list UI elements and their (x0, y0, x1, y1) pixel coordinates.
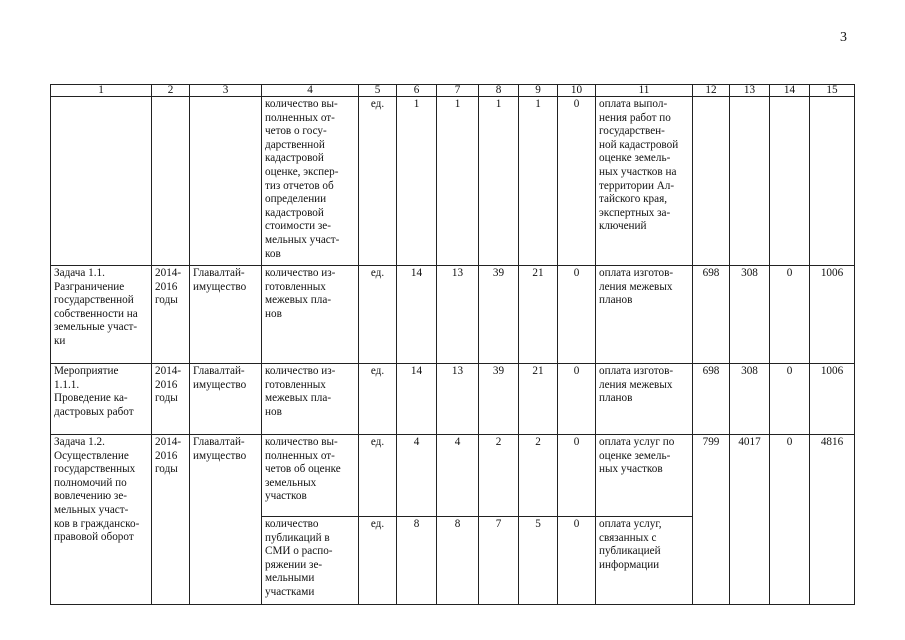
unit-cell: ед. (359, 97, 397, 266)
table-row (51, 364, 855, 435)
task-cell: Мероприятие 1.1.1. Проведение ка- дастровых работ (51, 364, 152, 435)
funding-cell (693, 97, 730, 266)
value-cell: 8 (397, 517, 437, 605)
value-cell: 5 (519, 517, 558, 605)
funding-cell: 799 (693, 435, 730, 605)
header-cell: 8 (479, 85, 519, 97)
task-cell: Задача 1.2. Осуществление государственных полномочий по вовлечению зе- мельных участ- ков в гражданско- правовой оборот (51, 435, 152, 605)
funding-cell: 0 (770, 266, 810, 364)
funding-cell: 4017 (730, 435, 770, 605)
value-cell: 1 (519, 97, 558, 266)
unit-cell: ед. (359, 364, 397, 435)
funding-cell: 308 (730, 364, 770, 435)
funding-cell: 698 (693, 364, 730, 435)
value-cell: 13 (437, 364, 479, 435)
header-cell: 1 (51, 85, 152, 97)
page-number: 3 (840, 30, 847, 45)
header-cell: 15 (810, 85, 855, 97)
executor-cell: Главалтай- имущество (190, 364, 262, 435)
indicator-cell: количество публикаций в СМИ о распо- ряжении зе- мельными участками (262, 517, 359, 605)
executor-cell: Главалтай- имущество (190, 266, 262, 364)
expense-cell: оплата изготов- ления межевых планов (596, 364, 693, 435)
funding-cell: 0 (770, 364, 810, 435)
value-cell: 4 (437, 435, 479, 517)
value-cell: 1 (479, 97, 519, 266)
years-cell: 2014- 2016 годы (152, 266, 190, 364)
value-cell: 1 (397, 97, 437, 266)
header-cell: 5 (359, 85, 397, 97)
program-indicators-table (50, 84, 855, 605)
executor-cell (190, 97, 262, 266)
value-cell: 0 (558, 266, 596, 364)
header-cell: 13 (730, 85, 770, 97)
funding-cell: 0 (770, 435, 810, 605)
header-cell: 12 (693, 85, 730, 97)
value-cell: 0 (558, 97, 596, 266)
executor-cell: Главалтай- имущество (190, 435, 262, 605)
value-cell: 2 (479, 435, 519, 517)
header-cell: 9 (519, 85, 558, 97)
expense-cell: оплата услуг, связанных с публикацией информации (596, 517, 693, 605)
years-cell: 2014- 2016 годы (152, 364, 190, 435)
value-cell: 8 (437, 517, 479, 605)
table-row (51, 435, 855, 517)
task-cell: Задача 1.1. Разграничение государственной собственности на земельные участ- ки (51, 266, 152, 364)
value-cell: 0 (558, 517, 596, 605)
years-cell: 2014- 2016 годы (152, 435, 190, 605)
value-cell: 21 (519, 364, 558, 435)
funding-cell (730, 97, 770, 266)
funding-cell: 308 (730, 266, 770, 364)
funding-cell (770, 97, 810, 266)
value-cell: 13 (437, 266, 479, 364)
value-cell: 1 (437, 97, 479, 266)
header-cell: 2 (152, 85, 190, 97)
value-cell: 14 (397, 266, 437, 364)
header-cell: 11 (596, 85, 693, 97)
value-cell: 39 (479, 266, 519, 364)
indicator-cell: количество из- готовленных межевых пла- нов (262, 266, 359, 364)
value-cell: 7 (479, 517, 519, 605)
expense-cell: оплата услуг по оценке земель- ных участков (596, 435, 693, 517)
funding-cell (810, 97, 855, 266)
indicator-cell: количество из- готовленных межевых пла- нов (262, 364, 359, 435)
unit-cell: ед. (359, 266, 397, 364)
funding-cell: 4816 (810, 435, 855, 605)
value-cell: 39 (479, 364, 519, 435)
expense-cell: оплата изготов- ления межевых планов (596, 266, 693, 364)
value-cell: 2 (519, 435, 558, 517)
unit-cell: ед. (359, 517, 397, 605)
task-cell (51, 97, 152, 266)
header-cell: 14 (770, 85, 810, 97)
header-cell: 7 (437, 85, 479, 97)
indicator-cell: количество вы- полненных от- четов о госу- дарственной кадастровой оценке, экспер- тиз отчетов об определении кадастровой стоимости зе- мельных участ- ков (262, 97, 359, 266)
funding-cell: 698 (693, 266, 730, 364)
funding-cell: 1006 (810, 266, 855, 364)
header-cell: 4 (262, 85, 359, 97)
value-cell: 21 (519, 266, 558, 364)
table-row (51, 97, 855, 266)
years-cell (152, 97, 190, 266)
header-cell: 3 (190, 85, 262, 97)
funding-cell: 1006 (810, 364, 855, 435)
indicator-cell: количество вы- полненных от- четов об оценке земельных участков (262, 435, 359, 517)
value-cell: 4 (397, 435, 437, 517)
unit-cell: ед. (359, 435, 397, 517)
column-number-row (51, 85, 855, 97)
value-cell: 0 (558, 364, 596, 435)
value-cell: 0 (558, 435, 596, 517)
expense-cell: оплата выпол- нения работ по государствен- ной кадастровой оценке земель- ных участков на территории Ал- тайского края, экспертных за- ключений (596, 97, 693, 266)
header-cell: 6 (397, 85, 437, 97)
header-cell: 10 (558, 85, 596, 97)
value-cell: 14 (397, 364, 437, 435)
table-row (51, 266, 855, 364)
